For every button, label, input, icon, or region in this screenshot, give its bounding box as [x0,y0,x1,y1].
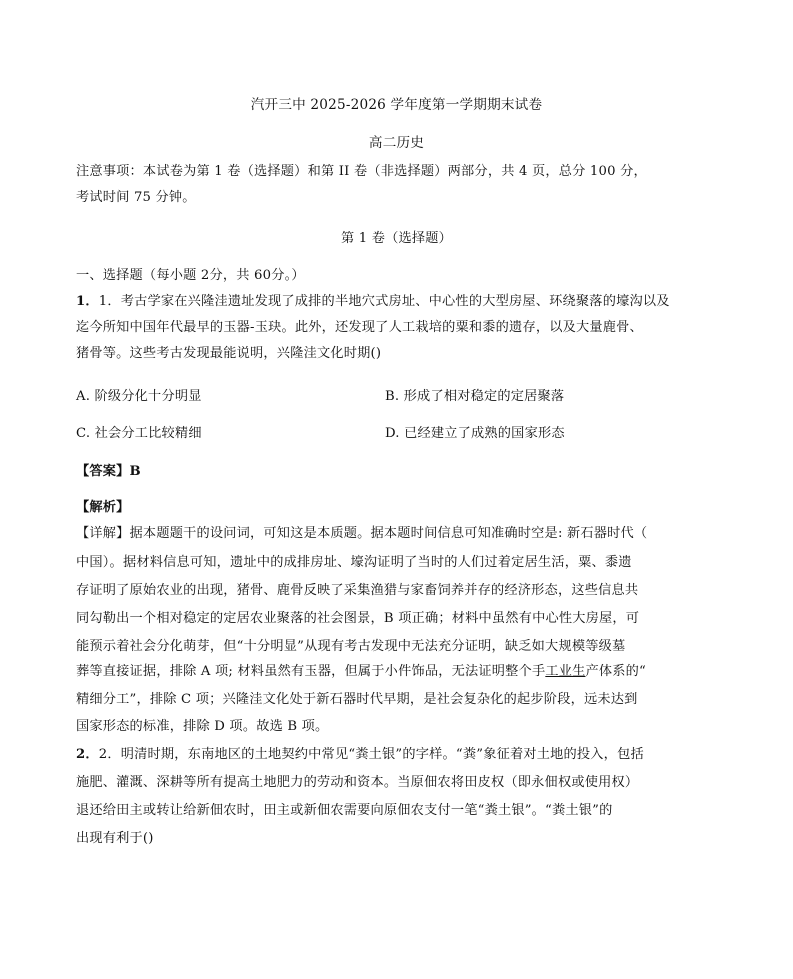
exam-title: 汽开三中 2025-2026 学年度第一学期期末试卷 [250,97,543,113]
q2-stem-line-1: 2．2．明清时期，东南地区的土地契约中常见“粪土银”的字样。“粪”象征着对土地的投入，包括 [76,747,644,762]
q1-detail-6-post: 产体系的“ [585,664,646,679]
q1-detail-6-underlined: 工业生 [545,664,586,679]
q1-detail-line-5: 能预示着社会分化萌芽，但“十分明显”从现有考古发现中无法充分证明，缺乏如大规模等级墓 [76,639,626,654]
q2-stem-line-3: 退还给田主或转让给新佃农时，田主或新佃农需要向原佃农支付一笔“粪土银”。“粪土银”的 [76,803,613,818]
q1-option-c: C. 社会分工比较精细 [76,426,202,441]
q1-analysis-label: 【解析】 [76,500,130,515]
notice-line-1: 注意事项：本试卷为第 1 卷（选择题）和第 II 卷（非选择题）两部分，共 4 页，总分 100 分， [76,164,647,179]
q1-stem-line-3: 猪骨等。这些考古发现最能说明，兴隆洼文化时期() [76,346,382,361]
section-title: 第 1 卷（选择题） [340,231,453,246]
q1-stem-text-1: 1．考古学家在兴隆洼遗址发现了成排的半地穴式房址、中心性的大型房屋、环绕聚落的壕沟以及 [98,294,670,309]
q1-option-a: A. 阶级分化十分明显 [76,389,202,404]
q1-detail-6-pre: 葬等直接证据，排除 A 项; 材料虽然有玉器，但属于小件饰品，无法证明整个手 [76,664,546,679]
q1-detail-line-1: 【详解】据本题题干的设问词，可知这是本质题。据本题时间信息可知准确时空是: 新石器时代（ [76,526,648,541]
q1-answer: 【答案】B [76,464,141,479]
q1-detail-line-7: 精细分工”，排除 C 项；兴隆洼文化处于新石器时代早期，是社会复杂化的起步阶段，远未达到 [76,692,638,707]
q2-stem-text-1: 2．明清时期，东南地区的土地契约中常见“粪土银”的字样。“粪”象征着对土地的投入，包括 [98,747,644,762]
q1-stem-line-1: 1．1．考古学家在兴隆洼遗址发现了成排的半地穴式房址、中心性的大型房屋、环绕聚落的壕沟以及 [76,294,670,309]
q2-stem-line-2: 施肥、灌溉、深耕等所有提高土地肥力的劳动和资本。当原佃农将田皮权（即永佃权或使用权） [76,775,639,790]
q1-detail-line-8: 国家形态的标准，排除 D 项。故选 B 项。 [76,719,329,734]
q1-detail-line-4: 同勾勒出一个相对稳定的定居农业聚落的社会图景，B 项正确；材料中虽然有中心性大房屋，可 [76,611,640,626]
q1-detail-line-6 [76,662,646,682]
notice-line-2: 考试时间 75 分钟。 [76,190,196,205]
q1-option-b: B. 形成了相对稳定的定居聚落 [385,389,565,404]
q2-stem-line-4: 出现有利于() [76,831,154,846]
subject-title: 高二历史 [368,135,425,151]
q1-detail-line-2: 中国）。据材料信息可知，遗址中的成排房址、壕沟证明了当时的人们过着定居生活，粟、黍遗 [76,555,632,570]
q1-option-d: D. 已经建立了成熟的国家形态 [385,426,565,441]
section-instruction: 一、选择题（每小题 2分，共 60分。） [76,268,305,283]
q1-detail-line-3: 存证明了原始农业的出现，猪骨、鹿骨反映了采集渔猎与家畜饲养并存的经济形态，这些信息共 [76,583,639,598]
q1-stem-line-2: 迄今所知中国年代最早的玉器-玉玦。此外，还发现了人工栽培的粟和黍的遗存，以及大量鹿骨、 [76,320,643,335]
